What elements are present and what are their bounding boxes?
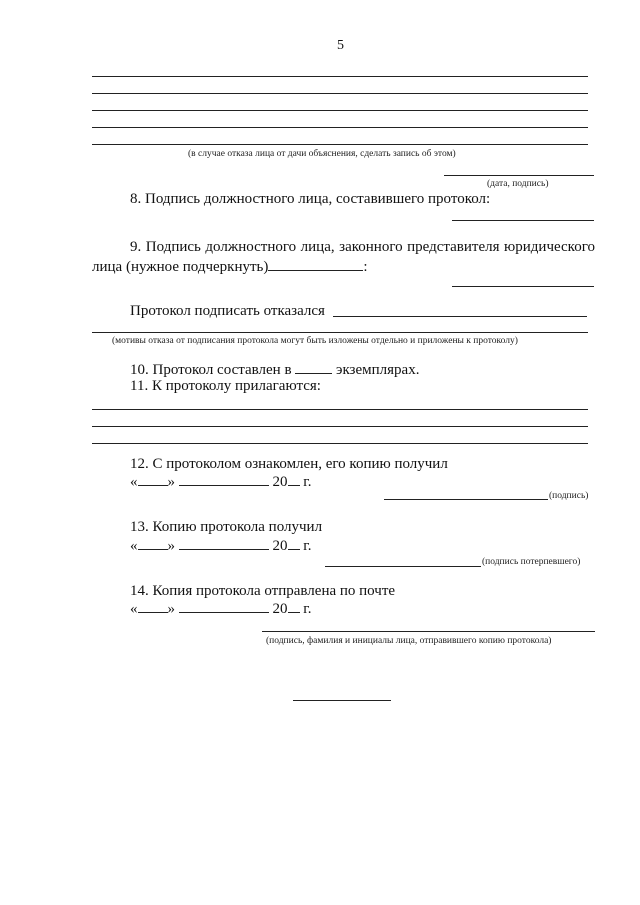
item-14-text: 14. Копия протокола отправлена по почте <box>130 583 396 599</box>
year-prefix: 20 <box>272 474 288 490</box>
item-11-text: 11. К протоколу прилагаются: <box>130 378 321 394</box>
year-blank <box>288 536 300 550</box>
year-prefix: 20 <box>272 601 288 617</box>
item-8-text: 8. Подпись должностного лица, составившего протокол: <box>130 191 491 207</box>
attachments-line-3 <box>92 443 588 444</box>
item-10-a: 10. Протокол составлен в <box>130 362 292 378</box>
item-13-text: 13. Копию протокола получил <box>130 519 323 535</box>
date-signature-caption: (дата, подпись) <box>487 179 549 189</box>
date-close-quote: » <box>167 538 175 554</box>
end-of-document-rule <box>293 700 391 701</box>
item-9-line-2 <box>92 257 595 277</box>
item-13-date <box>130 536 311 555</box>
attachments-line-1 <box>92 409 588 410</box>
explanation-line-2 <box>92 93 588 94</box>
item-12-date <box>130 472 311 491</box>
explanation-caption: (в случае отказа лица от дачи объяснения, сделать запись об этом) <box>188 149 456 159</box>
date-open-quote: « <box>130 601 138 617</box>
date-open-quote: « <box>130 538 138 554</box>
refusal-caption: (мотивы отказа от подписания протокола могут быть изложены отдельно и приложены к протоколу) <box>112 336 518 346</box>
item-9-line-2-b: : <box>363 259 368 275</box>
date-signature-line <box>444 175 594 176</box>
year-suffix: г. <box>303 474 312 490</box>
item-14-date <box>130 599 311 618</box>
year-suffix: г. <box>303 538 312 554</box>
year-prefix: 20 <box>272 538 288 554</box>
explanation-line-5 <box>92 144 588 145</box>
item-9-text <box>92 238 595 277</box>
date-open-quote: « <box>130 474 138 490</box>
month-blank <box>179 599 269 613</box>
day-blank <box>138 536 168 550</box>
item-8-signature-line <box>452 220 594 221</box>
explanation-line-1 <box>92 76 588 77</box>
date-close-quote: » <box>167 601 175 617</box>
year-blank <box>288 599 300 613</box>
item-9-line-1: 9. Подпись должностного лица, законного представителя юридического <box>130 239 595 255</box>
refused-label: Протокол подписать отказался <box>130 303 325 319</box>
month-blank <box>179 536 269 550</box>
item-9-signature-line <box>452 286 594 287</box>
item-12-text: 12. С протоколом ознакомлен, его копию получил <box>130 456 448 472</box>
year-suffix: г. <box>303 601 312 617</box>
explanation-line-4 <box>92 127 588 128</box>
attachments-line-2 <box>92 426 588 427</box>
victim-signature-line <box>325 566 481 567</box>
item-12-signature-line <box>384 499 548 500</box>
explanation-line-3 <box>92 110 588 111</box>
year-blank <box>288 472 300 486</box>
day-blank <box>138 472 168 486</box>
item-9-underline-blank <box>268 257 363 271</box>
sender-caption: (подпись, фамилия и инициалы лица, отправившего копию протокола) <box>266 636 552 646</box>
date-close-quote: » <box>167 474 175 490</box>
page-number: 5 <box>337 38 344 53</box>
day-blank <box>138 599 168 613</box>
victim-signature-caption: (подпись потерпевшего) <box>482 557 581 567</box>
refusal-reasons-line <box>92 332 588 333</box>
sender-signature-line <box>262 631 595 632</box>
copies-count-blank <box>295 360 332 374</box>
item-9-line-2-a: лица (нужное подчеркнуть) <box>92 259 269 275</box>
month-blank <box>179 472 269 486</box>
item-10-b: экземплярах. <box>336 362 420 378</box>
signature-caption: (подпись) <box>549 491 589 501</box>
refused-line <box>333 316 587 317</box>
